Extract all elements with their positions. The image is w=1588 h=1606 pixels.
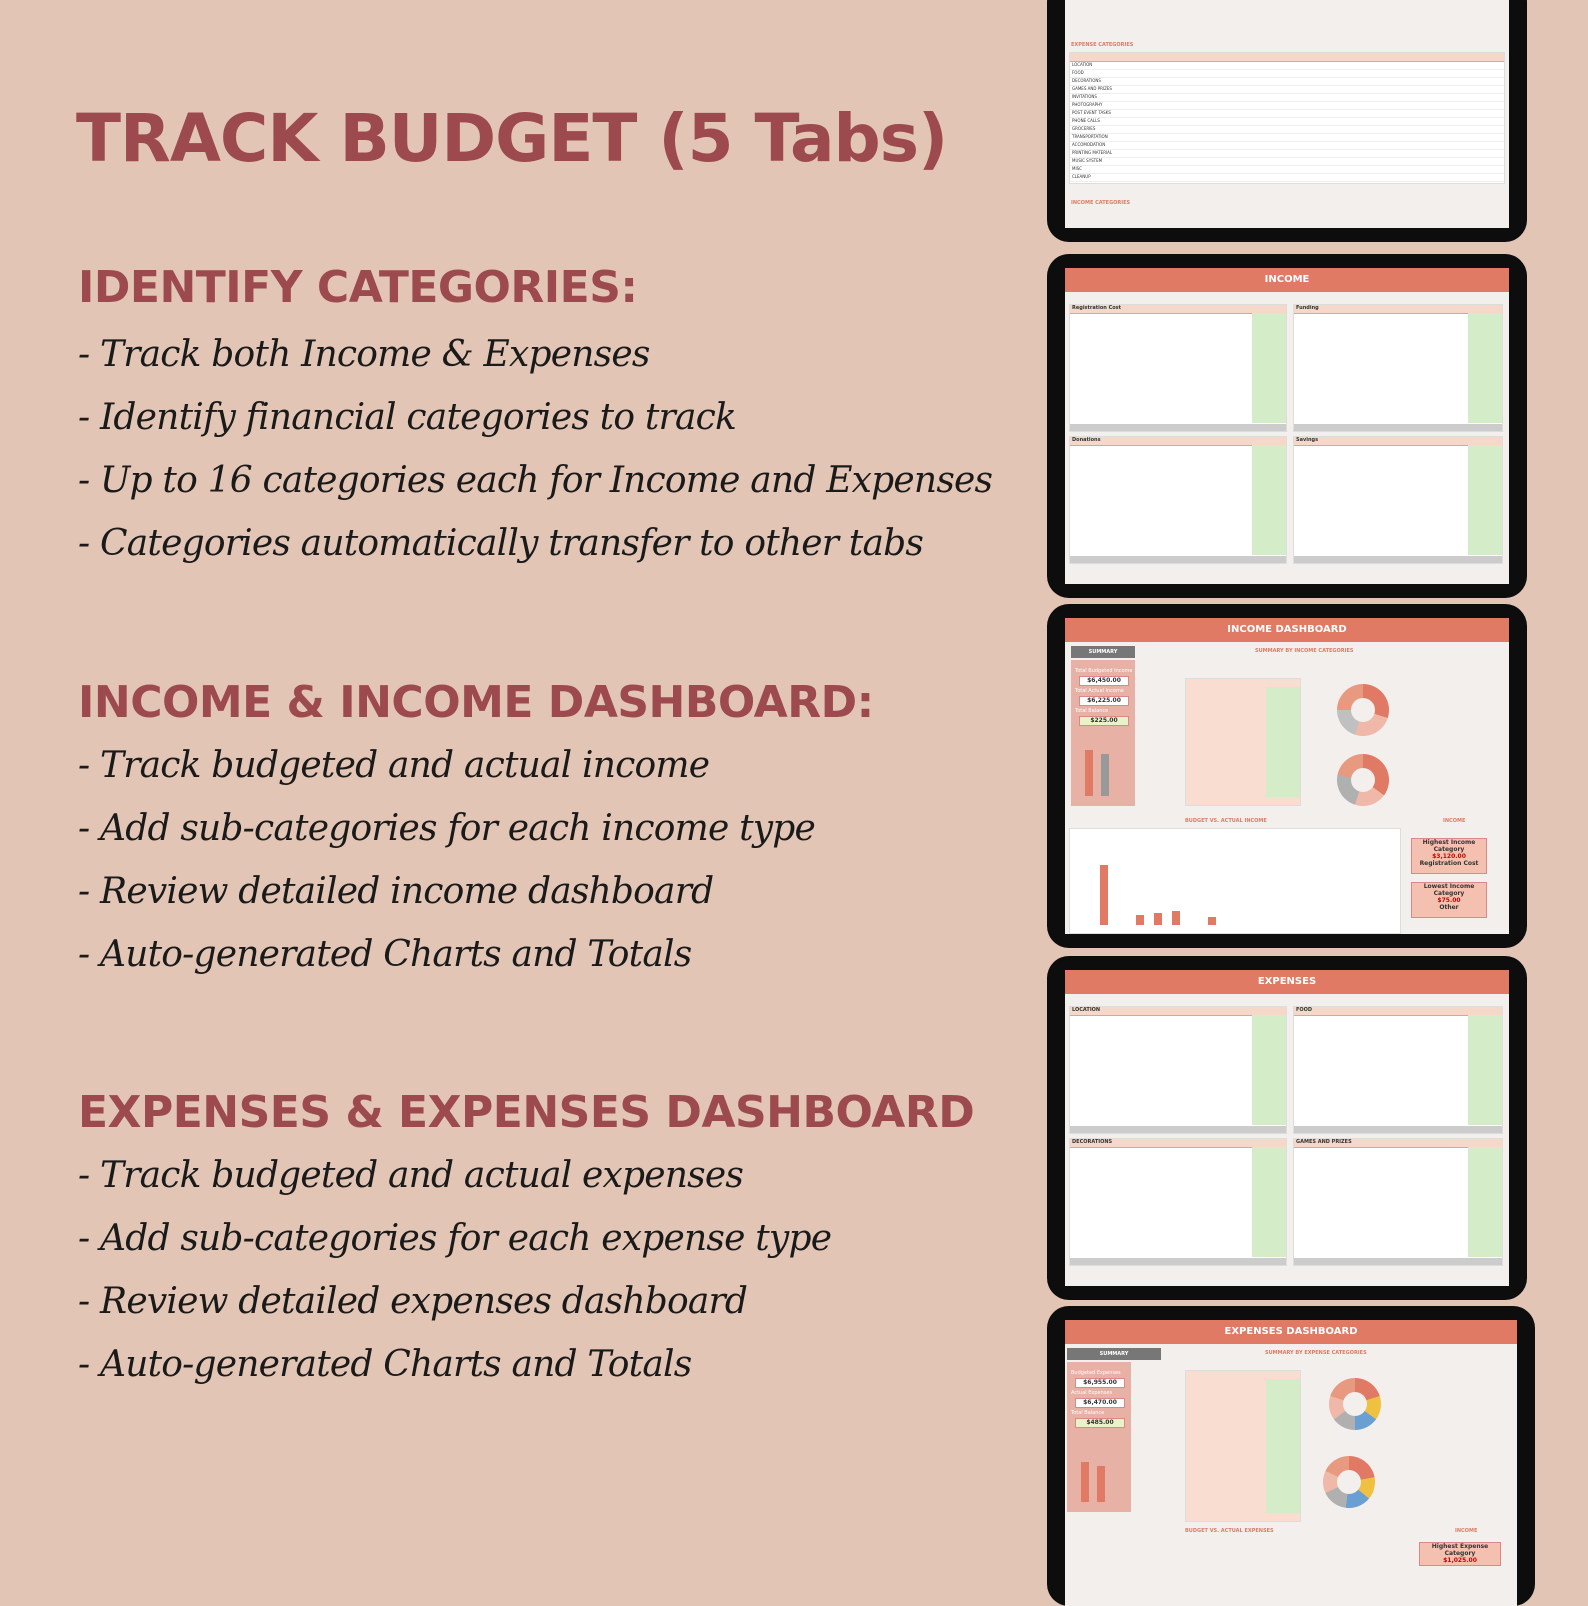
category-row: ACCOMODATION xyxy=(1070,142,1504,150)
highest-value: $1,025.00 xyxy=(1443,1557,1477,1564)
budgeted-value: $6,955.00 xyxy=(1075,1378,1125,1388)
income-grid xyxy=(1069,304,1287,432)
grid-title: GAMES AND PRIZES xyxy=(1294,1139,1502,1148)
tablet-expenses-dashboard xyxy=(1047,1306,1535,1606)
tablet-categories xyxy=(1047,0,1527,242)
summary-panel xyxy=(1067,1362,1131,1512)
bullet: - Add sub-categories for each expense type xyxy=(78,1218,832,1259)
chart-title: BUDGET VS. ACTUAL EXPENSES xyxy=(1185,1528,1274,1534)
category-row: MISC xyxy=(1070,166,1504,174)
bullet: - Track both Income & Expenses xyxy=(78,334,650,375)
budget-donut-chart xyxy=(1337,684,1389,736)
difference-column xyxy=(1252,313,1286,423)
difference-column xyxy=(1252,445,1286,555)
difference-column xyxy=(1468,1147,1502,1257)
actual-bar xyxy=(1101,754,1109,796)
bullet: - Review detailed income dashboard xyxy=(78,871,714,912)
grid-title: DECORATIONS xyxy=(1070,1139,1286,1148)
category-row: FOOD xyxy=(1070,70,1504,78)
highest-income-card xyxy=(1411,838,1487,874)
expense-grid xyxy=(1069,1138,1287,1266)
bullet: - Track budgeted and actual expenses xyxy=(78,1155,744,1196)
bullet: - Review detailed expenses dashboard xyxy=(78,1281,748,1322)
balance-value: $485.00 xyxy=(1075,1418,1125,1428)
expense-grid xyxy=(1069,1006,1287,1134)
category-row: GROCERIES xyxy=(1070,126,1504,134)
budgeted-label: Budgeted Expenses xyxy=(1071,1370,1121,1376)
grid-total xyxy=(1070,1126,1286,1133)
budget-vs-actual-chart xyxy=(1069,828,1401,934)
grid-total xyxy=(1070,556,1286,563)
actual-donut-chart xyxy=(1337,754,1389,806)
summary-by-heading: SUMMARY BY INCOME CATEGORIES xyxy=(1255,648,1354,654)
highest-name: Registration Cost xyxy=(1419,860,1479,867)
total-balance-value: $225.00 xyxy=(1079,716,1129,726)
grid-title: Funding xyxy=(1294,305,1502,314)
lowest-income-card xyxy=(1411,882,1487,918)
bullet: - Track budgeted and actual income xyxy=(78,745,710,786)
tablet-expenses xyxy=(1047,956,1527,1300)
tablet-screen xyxy=(1065,0,1509,228)
side-title: INCOME xyxy=(1455,1528,1478,1534)
difference-column xyxy=(1252,1015,1286,1125)
lowest-value: $75.00 xyxy=(1437,897,1461,904)
highest-label: Highest Expense Category xyxy=(1431,1543,1489,1557)
expense-grid xyxy=(1293,1006,1503,1134)
expense-categories-table xyxy=(1069,52,1505,184)
difference-column xyxy=(1468,1015,1502,1125)
budget-bar xyxy=(1085,750,1093,796)
lowest-name: Other xyxy=(1439,904,1459,911)
section-income-dashboard xyxy=(78,677,874,986)
grid-title: Savings xyxy=(1294,437,1502,446)
summary-table xyxy=(1185,1370,1301,1522)
side-title: INCOME xyxy=(1443,818,1466,824)
difference-column xyxy=(1252,1147,1286,1257)
income-grid xyxy=(1293,304,1503,432)
actual-label: Actual Expenses xyxy=(1071,1390,1113,1396)
table-header xyxy=(1070,53,1504,62)
highest-expense-card xyxy=(1419,1542,1501,1566)
highest-value: $3,120.00 xyxy=(1432,853,1466,860)
income-grid xyxy=(1293,436,1503,564)
summary-panel xyxy=(1071,660,1135,806)
tablet-screen xyxy=(1065,970,1509,1286)
tablet-income xyxy=(1047,254,1527,598)
total-budgeted-label: Total Budgeted Income xyxy=(1075,668,1133,674)
budget-donut-chart xyxy=(1329,1378,1381,1430)
bullet: - Categories automatically transfer to other tabs xyxy=(78,523,924,564)
section-heading: IDENTIFY CATEGORIES: xyxy=(78,262,638,313)
tablet-screen xyxy=(1065,618,1509,934)
bullet: - Up to 16 categories each for Income and Expenses xyxy=(78,460,993,501)
section-heading: INCOME & INCOME DASHBOARD: xyxy=(78,677,874,728)
grid-title: Registration Cost xyxy=(1070,305,1286,314)
grid-total xyxy=(1294,556,1502,563)
summary-label: SUMMARY xyxy=(1067,1348,1161,1360)
page-title: TRACK BUDGET (5 Tabs) xyxy=(76,100,948,177)
difference-column xyxy=(1468,313,1502,423)
category-row: PRINTING MATERIAL xyxy=(1070,150,1504,158)
category-row: CLEANUP xyxy=(1070,174,1504,182)
category-row: POST EVENT TASKS xyxy=(1070,110,1504,118)
category-row: TRANSPORTATION xyxy=(1070,134,1504,142)
category-row: MUSIC SYSTEM xyxy=(1070,158,1504,166)
grid-total xyxy=(1070,1258,1286,1265)
income-grid xyxy=(1069,436,1287,564)
category-row: LOCATION xyxy=(1070,62,1504,70)
bullet: - Identify financial categories to track xyxy=(78,397,736,438)
difference-column xyxy=(1468,445,1502,555)
tablet-screen xyxy=(1065,268,1509,584)
category-row: PHOTOGRAPHY xyxy=(1070,102,1504,110)
chart-title: BUDGET VS. ACTUAL INCOME xyxy=(1185,818,1267,824)
sheet-title: EXPENSES xyxy=(1065,970,1509,994)
actual-value: $6,470.00 xyxy=(1075,1398,1125,1408)
grid-total xyxy=(1070,424,1286,431)
total-budgeted-value: $6,450.00 xyxy=(1079,676,1129,686)
difference-column xyxy=(1266,1379,1300,1513)
sheet-title: EXPENSES DASHBOARD xyxy=(1065,1320,1517,1344)
grid-total xyxy=(1294,1258,1502,1265)
category-list xyxy=(1070,62,1504,182)
sheet-title: INCOME DASHBOARD xyxy=(1065,618,1509,642)
grid-title: LOCATION xyxy=(1070,1007,1286,1016)
total-balance-label: Total Balance xyxy=(1075,708,1109,714)
difference-column xyxy=(1266,687,1300,797)
tablet-screen xyxy=(1065,1320,1517,1606)
expense-categories-heading: EXPENSE CATEGORIES xyxy=(1071,42,1134,48)
bullet: - Auto-generated Charts and Totals xyxy=(78,1344,692,1385)
grid-title: FOOD xyxy=(1294,1007,1502,1016)
summary-by-heading: SUMMARY BY EXPENSE CATEGORIES xyxy=(1265,1350,1367,1356)
category-row: PHONE CALLS xyxy=(1070,118,1504,126)
highest-label: Highest Income Category xyxy=(1422,839,1476,853)
lowest-label: Lowest Income Category xyxy=(1423,883,1475,897)
section-expenses-dashboard xyxy=(78,1087,974,1396)
bullet: - Auto-generated Charts and Totals xyxy=(78,934,692,975)
total-actual-label: Total Actual Income xyxy=(1075,688,1124,694)
bullet: - Add sub-categories for each income type xyxy=(78,808,816,849)
sheet-title: INCOME xyxy=(1065,268,1509,292)
summary-table xyxy=(1185,678,1301,806)
actual-donut-chart xyxy=(1323,1456,1375,1508)
summary-label: SUMMARY xyxy=(1071,646,1135,658)
grid-total xyxy=(1294,1126,1502,1133)
tablet-income-dashboard xyxy=(1047,604,1527,948)
total-actual-value: $6,225.00 xyxy=(1079,696,1129,706)
balance-label: Total Balance xyxy=(1071,1410,1105,1416)
category-row: INVITATIONS xyxy=(1070,94,1504,102)
section-identify-categories xyxy=(78,262,992,575)
category-row: GAMES AND PRIZES xyxy=(1070,86,1504,94)
expense-grid xyxy=(1293,1138,1503,1266)
grid-total xyxy=(1294,424,1502,431)
section-heading: EXPENSES & EXPENSES DASHBOARD xyxy=(78,1087,975,1138)
grid-title: Donations xyxy=(1070,437,1286,446)
income-categories-heading: INCOME CATEGORIES xyxy=(1071,200,1131,206)
category-row: DECORATIONS xyxy=(1070,78,1504,86)
